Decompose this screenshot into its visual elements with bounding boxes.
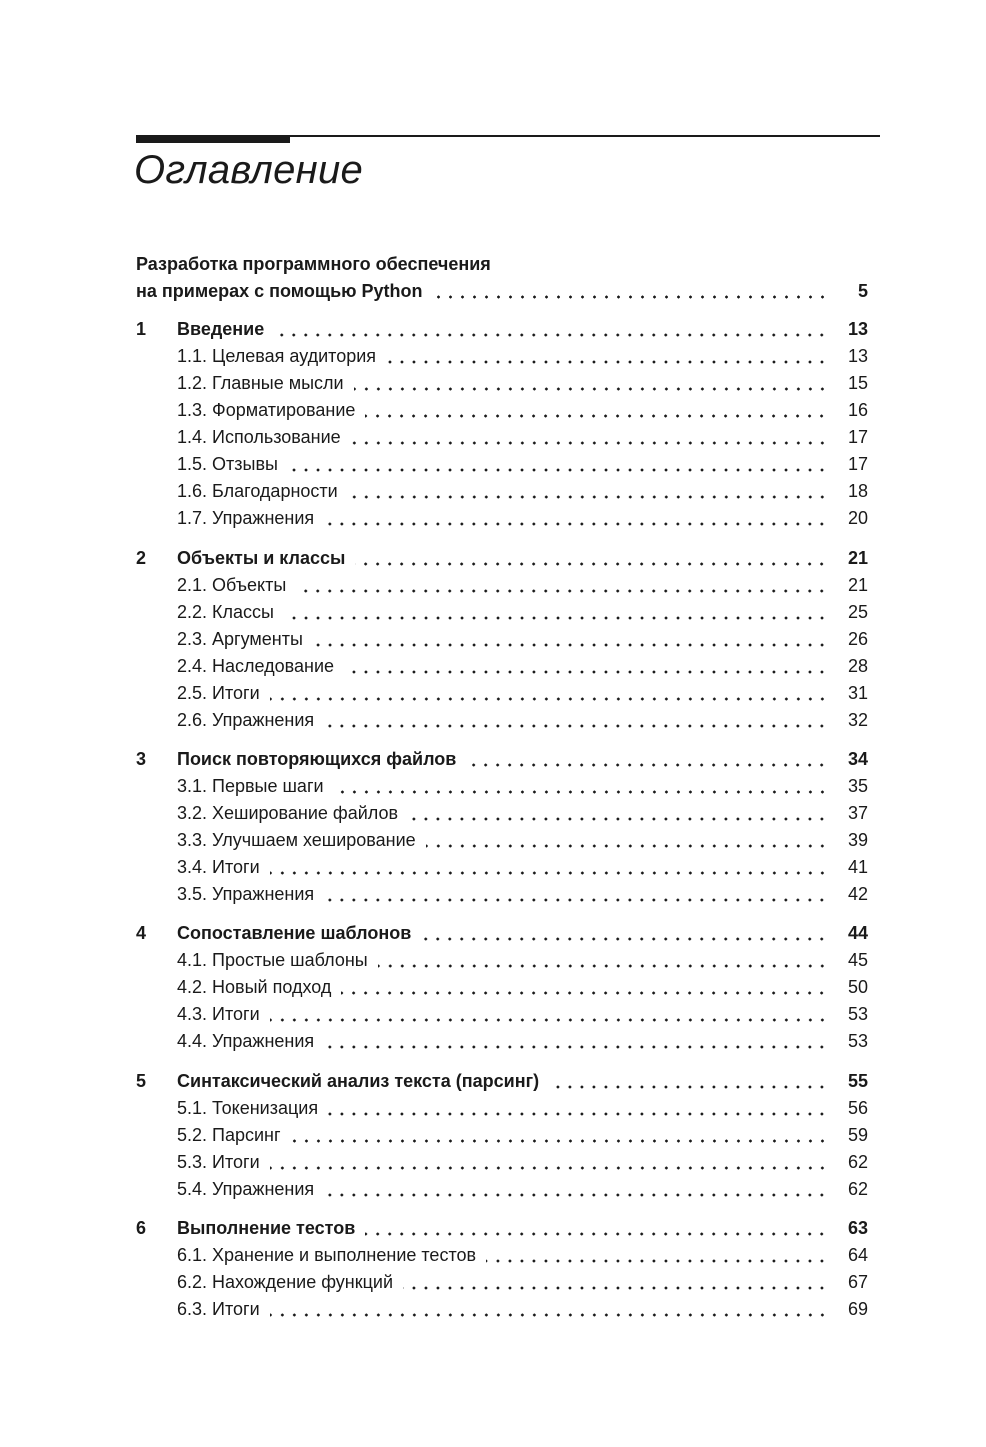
section-page-number: 64 [847,1245,868,1265]
section-title: 4.4. Упражнения [177,1031,315,1051]
dot-leader [355,562,828,566]
toc-section-entry[interactable] [136,572,868,599]
section-title: 1.3. Форматирование [177,400,356,420]
dot-leader [354,387,828,391]
section-page-number: 67 [847,1272,868,1292]
section-page-number: 53 [847,1004,868,1024]
dot-leader [348,495,828,499]
chapter-number: 6 [136,1218,147,1238]
chapter-title: Введение [177,319,265,339]
intro-page-number: 5 [857,281,868,301]
chapter-page-number: 44 [847,923,868,943]
dot-leader [328,1112,828,1116]
section-page-number: 50 [847,977,868,997]
section-page-number: 18 [847,481,868,501]
toc-section-entry[interactable] [136,707,868,734]
section-title: 4.2. Новый подход [177,977,332,997]
section-page-number: 41 [847,857,868,877]
toc-chapter-entry[interactable] [136,1215,868,1242]
dot-leader [313,643,828,647]
toc-section-entry[interactable] [136,478,868,505]
toc-section-entry[interactable] [136,1176,868,1203]
section-page-number: 13 [847,346,868,366]
dot-leader [284,616,828,620]
dot-leader [270,1313,828,1317]
dot-leader [270,871,828,875]
dot-leader [549,1085,828,1089]
dot-leader [351,441,828,445]
section-page-number: 69 [847,1299,868,1319]
section-title: 3.2. Хеширование файлов [177,803,399,823]
section-title: 2.2. Классы [177,602,274,622]
section-title: 3.5. Упражнения [177,884,315,904]
toc-section-entry[interactable] [136,1242,868,1269]
dot-leader [270,1166,828,1170]
toc-section-entry[interactable] [136,854,868,881]
chapter-title: Сопоставление шаблонов [177,923,412,943]
dot-leader [324,724,828,728]
chapter-title: Поиск повторяющихся файлов [177,749,457,769]
section-page-number: 53 [847,1031,868,1051]
chapter-number: 5 [136,1071,147,1091]
section-title: 1.2. Главные мысли [177,373,344,393]
page-title: Оглавление [134,148,364,192]
toc-section-entry[interactable] [136,881,868,908]
toc-section-entry[interactable] [136,1028,868,1055]
toc-section-entry[interactable] [136,947,868,974]
intro-title-line2: на примерах с помощью Python [136,281,423,301]
section-title: 2.6. Упражнения [177,710,315,730]
chapter-title: Синтаксический анализ текста (парсинг) [177,1071,540,1091]
section-title: 5.1. Токенизация [177,1098,319,1118]
section-page-number: 21 [847,575,868,595]
toc-chapter-entry[interactable] [136,920,868,947]
section-title: 3.1. Первые шаги [177,776,324,796]
section-page-number: 28 [847,656,868,676]
section-title: 6.1. Хранение и выполнение тестов [177,1245,477,1265]
dot-leader [296,589,828,593]
section-page-number: 20 [847,508,868,528]
section-page-number: 62 [847,1152,868,1172]
section-title: 4.3. Итоги [177,1004,260,1024]
section-page-number: 37 [847,803,868,823]
toc-section-entry[interactable] [136,599,868,626]
toc-section-entry[interactable] [136,827,868,854]
toc-section-entry[interactable] [136,370,868,397]
toc-section-entry[interactable] [136,397,868,424]
dot-leader [291,1139,828,1143]
chapter-number: 4 [136,923,147,943]
section-title: 1.6. Благодарности [177,481,338,501]
section-title: 3.3. Улучшаем хеширование [177,830,416,850]
toc-section-entry[interactable] [136,653,868,680]
section-title: 1.7. Упражнения [177,508,315,528]
dot-leader [365,414,828,418]
dot-leader [433,295,829,299]
section-page-number: 62 [847,1179,868,1199]
section-page-number: 25 [847,602,868,622]
section-page-number: 17 [847,427,868,447]
toc-chapter-entry[interactable] [136,1068,868,1095]
section-title: 1.5. Отзывы [177,454,278,474]
toc-section-entry[interactable] [136,800,868,827]
dot-leader [324,522,828,526]
dot-leader [365,1232,828,1236]
chapter-number: 1 [136,319,147,339]
intro-title-line1: Разработка программного обеспечения [136,254,491,274]
chapter-page-number: 55 [847,1071,868,1091]
section-title: 1.4. Использование [177,427,341,447]
section-title: 2.1. Объекты [177,575,287,595]
section-page-number: 17 [847,454,868,474]
toc-section-entry[interactable] [136,1149,868,1176]
section-title: 2.5. Итоги [177,683,260,703]
section-page-number: 32 [847,710,868,730]
section-page-number: 35 [847,776,868,796]
dot-leader [270,697,828,701]
toc-chapter-entry[interactable] [136,316,868,343]
chapter-title: Выполнение тестов [177,1218,356,1238]
section-page-number: 26 [847,629,868,649]
section-page-number: 59 [847,1125,868,1145]
section-page-number: 39 [847,830,868,850]
dot-leader [270,1018,828,1022]
toc-section-entry[interactable] [136,773,868,800]
dot-leader [341,991,828,995]
section-title: 3.4. Итоги [177,857,260,877]
chapter-page-number: 13 [847,319,868,339]
section-title: 5.3. Итоги [177,1152,260,1172]
toc-chapter-entry[interactable] [136,545,868,572]
dot-leader [324,898,828,902]
dot-leader [378,964,828,968]
dot-leader [386,360,828,364]
section-page-number: 42 [847,884,868,904]
dot-leader [324,1045,828,1049]
toc-section-entry[interactable] [136,680,868,707]
section-title: 5.4. Упражнения [177,1179,315,1199]
chapter-page-number: 34 [847,749,868,769]
section-page-number: 16 [847,400,868,420]
section-title: 6.2. Нахождение функций [177,1272,394,1292]
section-title: 2.4. Наследование [177,656,335,676]
toc-chapter-entry[interactable] [136,746,868,773]
dot-leader [288,468,828,472]
toc-section-entry[interactable] [136,1296,868,1323]
dot-leader [403,1286,828,1290]
toc-section-entry[interactable] [136,343,868,370]
toc-section-entry[interactable] [136,424,868,451]
toc-section-entry[interactable] [136,974,868,1001]
section-page-number: 45 [847,950,868,970]
dot-leader [426,844,828,848]
section-title: 5.2. Парсинг [177,1125,281,1145]
chapter-number: 3 [136,749,147,769]
toc-section-entry[interactable] [136,451,868,478]
dot-leader [334,790,828,794]
dot-leader [486,1259,828,1263]
toc-section-entry[interactable] [136,1269,868,1296]
toc-section-entry[interactable] [136,626,868,653]
toc-section-entry[interactable] [136,1095,868,1122]
chapter-page-number: 21 [847,548,868,568]
dot-leader [344,670,828,674]
section-title: 2.3. Аргументы [177,629,303,649]
section-title: 4.1. Простые шаблоны [177,950,368,970]
section-page-number: 15 [847,373,868,393]
section-title: 6.3. Итоги [177,1299,260,1319]
section-page-number: 56 [847,1098,868,1118]
section-title: 1.1. Целевая аудитория [177,346,377,366]
toc-section-entry[interactable] [136,1001,868,1028]
toc-section-entry[interactable] [136,1122,868,1149]
dot-leader [324,1193,828,1197]
dot-leader [274,333,828,337]
top-rule-accent [136,135,290,143]
toc-section-entry[interactable] [136,505,868,532]
dot-leader [408,817,828,821]
section-page-number: 31 [847,683,868,703]
chapter-title: Объекты и классы [177,548,346,568]
chapter-number: 2 [136,548,147,568]
dot-leader [421,937,828,941]
toc-intro-entry[interactable] [136,278,868,305]
chapter-page-number: 63 [847,1218,868,1238]
dot-leader [466,763,828,767]
